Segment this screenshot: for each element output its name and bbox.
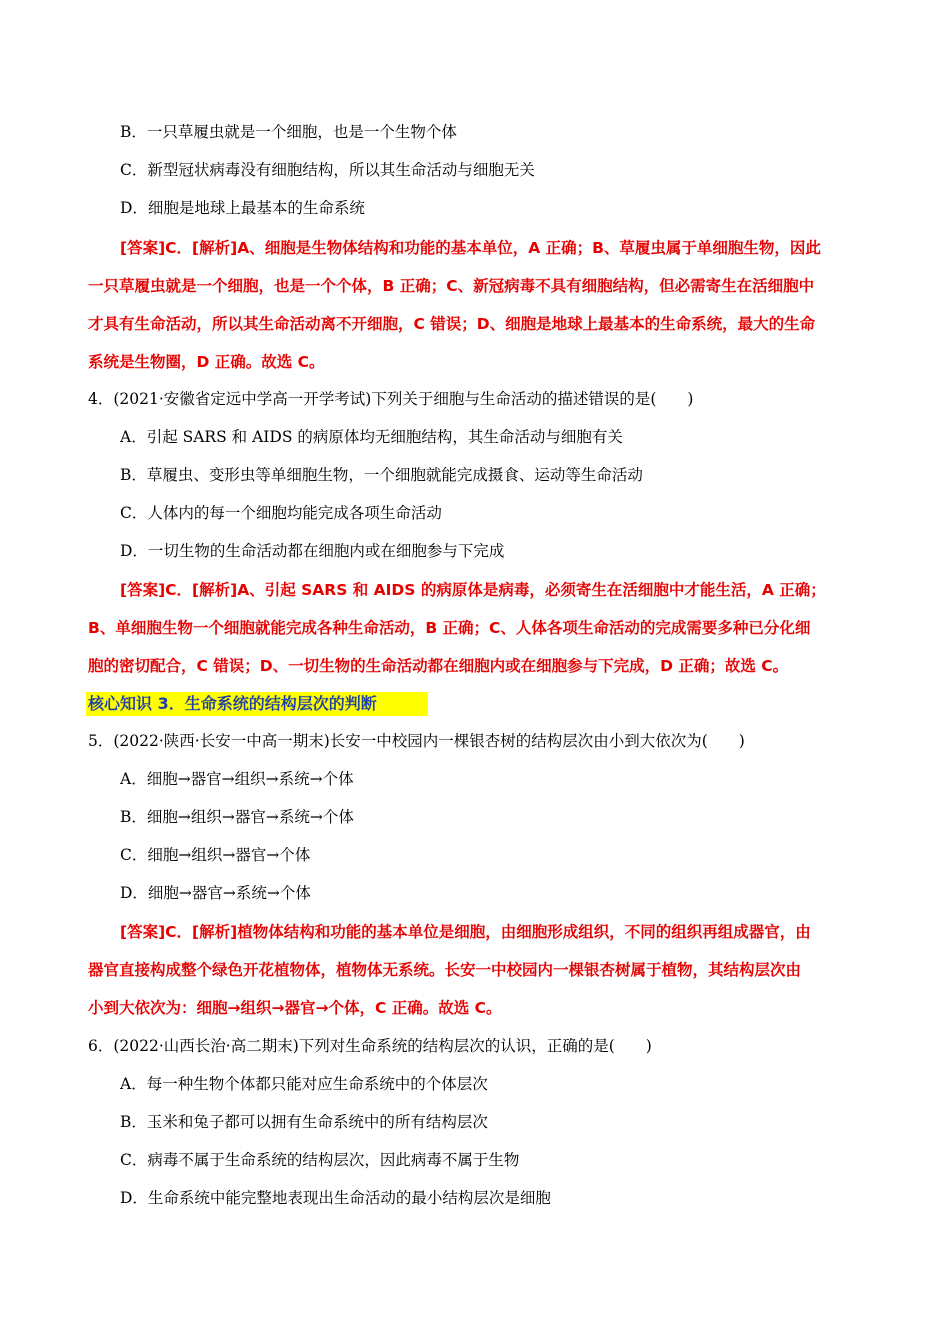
q3-option-d: D．细胞是地球上最基本的生命系统: [120, 199, 365, 217]
q4-option-c: C．人体内的每一个细胞均能完成各项生命活动: [120, 504, 442, 522]
q3-answer-line-1: [答案]C．[解析]A、细胞是生物体结构和功能的基本单位，A 正确；B、草履虫属于单细胞生物，因此: [120, 239, 821, 257]
q6-option-a: A．每一种生物个体都只能对应生命系统中的个体层次: [120, 1075, 488, 1093]
q3-option-c: C．新型冠状病毒没有细胞结构，所以其生命活动与细胞无关: [120, 161, 535, 179]
q4-answer-line-1: [答案]C．[解析]A、引起 SARS 和 AIDS 的病原体是病毒，必须寄生在活细胞中才能生活，A 正确；: [120, 581, 826, 599]
q5-answer-line-2: 器官直接构成整个绿色开花植物体，植物体无系统。长安一中校园内一棵银杏树属于植物，其结构层次由: [88, 961, 802, 979]
q6-stem: 6．(2022·山西长治·高二期末)下列对生命系统的结构层次的认识，正确的是( ): [88, 1037, 652, 1055]
section-heading-text: 核心知识 3．生命系统的结构层次的判断: [88, 694, 377, 713]
q4-option-a: A．引起 SARS 和 AIDS 的病原体均无细胞结构，其生命活动与细胞有关: [120, 428, 623, 446]
q5-answer-line-1: [答案]C．[解析]植物体结构和功能的基本单位是细胞，由细胞形成组织，不同的组织再组成器官，由: [120, 923, 811, 941]
q4-option-d: D．一切生物的生命活动都在细胞内或在细胞参与下完成: [120, 542, 505, 560]
q3-answer-line-3: 才具有生命活动，所以其生命活动离不开细胞，C 错误；D、细胞是地球上最基本的生命系统，最大的生命: [88, 315, 816, 333]
q5-option-a: A．细胞→器官→组织→系统→个体: [120, 770, 354, 788]
q3-answer-line-4: 系统是生物圈，D 正确。故选 C。: [88, 353, 325, 371]
q6-option-b: B．玉米和兔子都可以拥有生命系统中的所有结构层次: [120, 1113, 488, 1131]
q4-answer-line-3: 胞的密切配合，C 错误；D、一切生物的生命活动都在细胞内或在细胞参与下完成，D 正确；故选 C。: [88, 657, 789, 675]
q5-option-b: B．细胞→组织→器官→系统→个体: [120, 808, 354, 826]
q5-option-d: D．细胞→器官→系统→个体: [120, 884, 311, 902]
q4-answer-line-2: B、单细胞生物一个细胞就能完成各种生命活动，B 正确；C、人体各项生命活动的完成需要多种已分化细: [88, 619, 811, 637]
q5-answer-line-3: 小到大依次为：细胞→组织→器官→个体，C 正确。故选 C。: [88, 999, 502, 1017]
q6-option-c: C．病毒不属于生命系统的结构层次，因此病毒不属于生物: [120, 1151, 520, 1169]
q5-stem: 5．(2022·陕西·长安一中高一期末)长安一中校园内一棵银杏树的结构层次由小到大依次为( ): [88, 732, 745, 750]
q4-stem: 4．(2021·安徽省定远中学高一开学考试)下列关于细胞与生命活动的描述错误的是( ): [88, 390, 694, 408]
q4-option-b: B．草履虫、变形虫等单细胞生物，一个细胞就能完成摄食、运动等生命活动: [120, 466, 643, 484]
section-heading: [86, 692, 428, 716]
q5-option-c: C．细胞→组织→器官→个体: [120, 846, 311, 864]
q6-option-d: D．生命系统中能完整地表现出生命活动的最小结构层次是细胞: [120, 1189, 551, 1207]
q3-answer-line-2: 一只草履虫就是一个细胞，也是一个个体，B 正确；C、新冠病毒不具有细胞结构，但必需寄生在活细胞中: [88, 277, 815, 295]
q3-option-b: B．一只草履虫就是一个细胞，也是一个生物个体: [120, 123, 457, 141]
